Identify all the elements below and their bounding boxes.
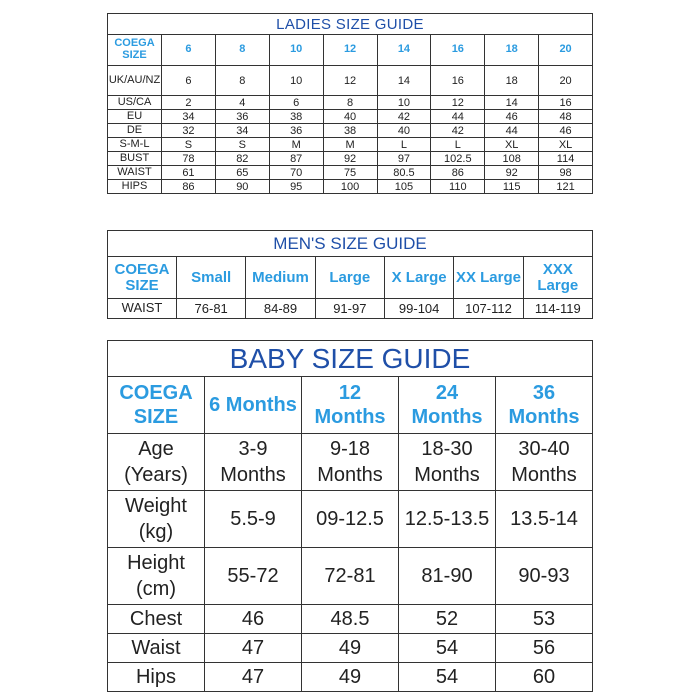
table-cell: 40 [377,124,431,138]
table-cell: 90 [215,180,269,194]
row-label: BUST [108,152,162,166]
table-cell: 30-40 Months [496,434,593,491]
table-cell: 6 [269,96,323,110]
table-cell: XL [539,138,593,152]
table-cell: 49 [302,634,399,663]
header-cell: 14 [377,35,431,66]
table-cell: 78 [162,152,216,166]
table-cell: 42 [431,124,485,138]
table-row [108,299,593,319]
header-cell: 12 [323,35,377,66]
table-cell: 13.5-14 [496,491,593,548]
table-cell: 12 [323,66,377,96]
table-cell: 54 [399,663,496,692]
table-cell: 75 [323,166,377,180]
header-cell: COEGA SIZE [108,35,162,66]
table-cell: 115 [485,180,539,194]
row-label: Age (Years) [108,434,205,491]
header-cell: X Large [384,257,453,299]
header-cell: COEGA SIZE [108,257,177,299]
table-cell: 114 [539,152,593,166]
header-cell: 12 Months [302,377,399,434]
table-cell: 12.5-13.5 [399,491,496,548]
table-row [108,96,593,110]
baby-header-row [108,377,593,434]
table-cell: 81-90 [399,548,496,605]
header-cell: 24 Months [399,377,496,434]
table-cell: 2 [162,96,216,110]
table-cell: 10 [377,96,431,110]
row-label: WAIST [108,299,177,319]
table-cell: 40 [323,110,377,124]
table-cell: 80.5 [377,166,431,180]
table-cell: 16 [431,66,485,96]
table-cell: 99-104 [384,299,453,319]
header-cell: Large [315,257,384,299]
table-cell: 9-18 Months [302,434,399,491]
table-cell: S [215,138,269,152]
table-cell: 47 [205,634,302,663]
table-cell: 32 [162,124,216,138]
table-row [108,66,593,96]
row-label: S-M-L [108,138,162,152]
table-cell: 48.5 [302,605,399,634]
table-cell: 14 [485,96,539,110]
table-cell: 70 [269,166,323,180]
table-cell: 55-72 [205,548,302,605]
mens-header-row [108,257,593,299]
table-cell: 61 [162,166,216,180]
table-row [108,491,593,548]
header-cell: 36 Months [496,377,593,434]
table-cell: 46 [205,605,302,634]
row-label: Waist [108,634,205,663]
table-cell: 18 [485,66,539,96]
table-row [108,434,593,491]
table-cell: 4 [215,96,269,110]
table-cell: 53 [496,605,593,634]
ladies-size-guide-table [107,13,593,194]
row-label: HIPS [108,180,162,194]
header-cell: XX Large [454,257,523,299]
table-cell: 86 [162,180,216,194]
baby-title: BABY SIZE GUIDE [108,341,593,377]
table-cell: M [323,138,377,152]
table-cell: S [162,138,216,152]
table-cell: 97 [377,152,431,166]
table-cell: 114-119 [523,299,592,319]
row-label: UK/AU/NZ [108,66,162,96]
table-cell: 54 [399,634,496,663]
table-cell: 34 [215,124,269,138]
table-cell: 95 [269,180,323,194]
row-label: EU [108,110,162,124]
header-cell: 10 [269,35,323,66]
table-cell: M [269,138,323,152]
baby-size-guide-table [107,340,593,692]
row-label: Height (cm) [108,548,205,605]
table-cell: 3-9 Months [205,434,302,491]
table-cell: L [377,138,431,152]
row-label: DE [108,124,162,138]
header-cell: Medium [246,257,315,299]
header-cell: COEGA SIZE [108,377,205,434]
table-row [108,663,593,692]
table-cell: L [431,138,485,152]
table-cell: 52 [399,605,496,634]
table-cell: 65 [215,166,269,180]
ladies-title: LADIES SIZE GUIDE [108,14,593,35]
table-cell: 34 [162,110,216,124]
table-cell: 56 [496,634,593,663]
header-cell: 6 [162,35,216,66]
table-cell: 6 [162,66,216,96]
table-row [108,110,593,124]
table-cell: 90-93 [496,548,593,605]
table-cell: 8 [215,66,269,96]
table-cell: 107-112 [454,299,523,319]
table-cell: 44 [431,110,485,124]
mens-title: MEN'S SIZE GUIDE [108,231,593,257]
table-cell: XL [485,138,539,152]
table-cell: 36 [269,124,323,138]
row-label: Chest [108,605,205,634]
table-cell: 100 [323,180,377,194]
header-cell: 16 [431,35,485,66]
table-cell: 102.5 [431,152,485,166]
table-cell: 09-12.5 [302,491,399,548]
table-cell: 87 [269,152,323,166]
header-cell: 20 [539,35,593,66]
table-row [108,166,593,180]
table-cell: 84-89 [246,299,315,319]
table-cell: 47 [205,663,302,692]
table-cell: 82 [215,152,269,166]
header-cell: Small [177,257,246,299]
table-cell: 86 [431,166,485,180]
ladies-header-row [108,35,593,66]
table-cell: 20 [539,66,593,96]
table-cell: 12 [431,96,485,110]
table-cell: 76-81 [177,299,246,319]
table-cell: 49 [302,663,399,692]
table-row [108,634,593,663]
table-cell: 91-97 [315,299,384,319]
table-cell: 46 [539,124,593,138]
table-cell: 108 [485,152,539,166]
table-cell: 121 [539,180,593,194]
header-cell: 8 [215,35,269,66]
table-cell: 46 [485,110,539,124]
header-cell: 18 [485,35,539,66]
table-cell: 5.5-9 [205,491,302,548]
table-cell: 72-81 [302,548,399,605]
table-cell: 8 [323,96,377,110]
table-cell: 38 [323,124,377,138]
table-cell: 18-30 Months [399,434,496,491]
table-cell: 10 [269,66,323,96]
table-cell: 42 [377,110,431,124]
row-label: Hips [108,663,205,692]
table-cell: 48 [539,110,593,124]
table-cell: 16 [539,96,593,110]
table-cell: 110 [431,180,485,194]
row-label: Weight (kg) [108,491,205,548]
table-cell: 44 [485,124,539,138]
table-cell: 105 [377,180,431,194]
table-row [108,152,593,166]
table-row [108,605,593,634]
table-cell: 98 [539,166,593,180]
table-row [108,180,593,194]
table-cell: 92 [485,166,539,180]
row-label: WAIST [108,166,162,180]
row-label: US/CA [108,96,162,110]
table-row [108,124,593,138]
table-row [108,138,593,152]
table-cell: 14 [377,66,431,96]
header-cell: XXX Large [523,257,592,299]
table-cell: 36 [215,110,269,124]
mens-size-guide-table [107,230,593,319]
table-cell: 38 [269,110,323,124]
header-cell: 6 Months [205,377,302,434]
table-cell: 92 [323,152,377,166]
table-cell: 60 [496,663,593,692]
table-row [108,548,593,605]
